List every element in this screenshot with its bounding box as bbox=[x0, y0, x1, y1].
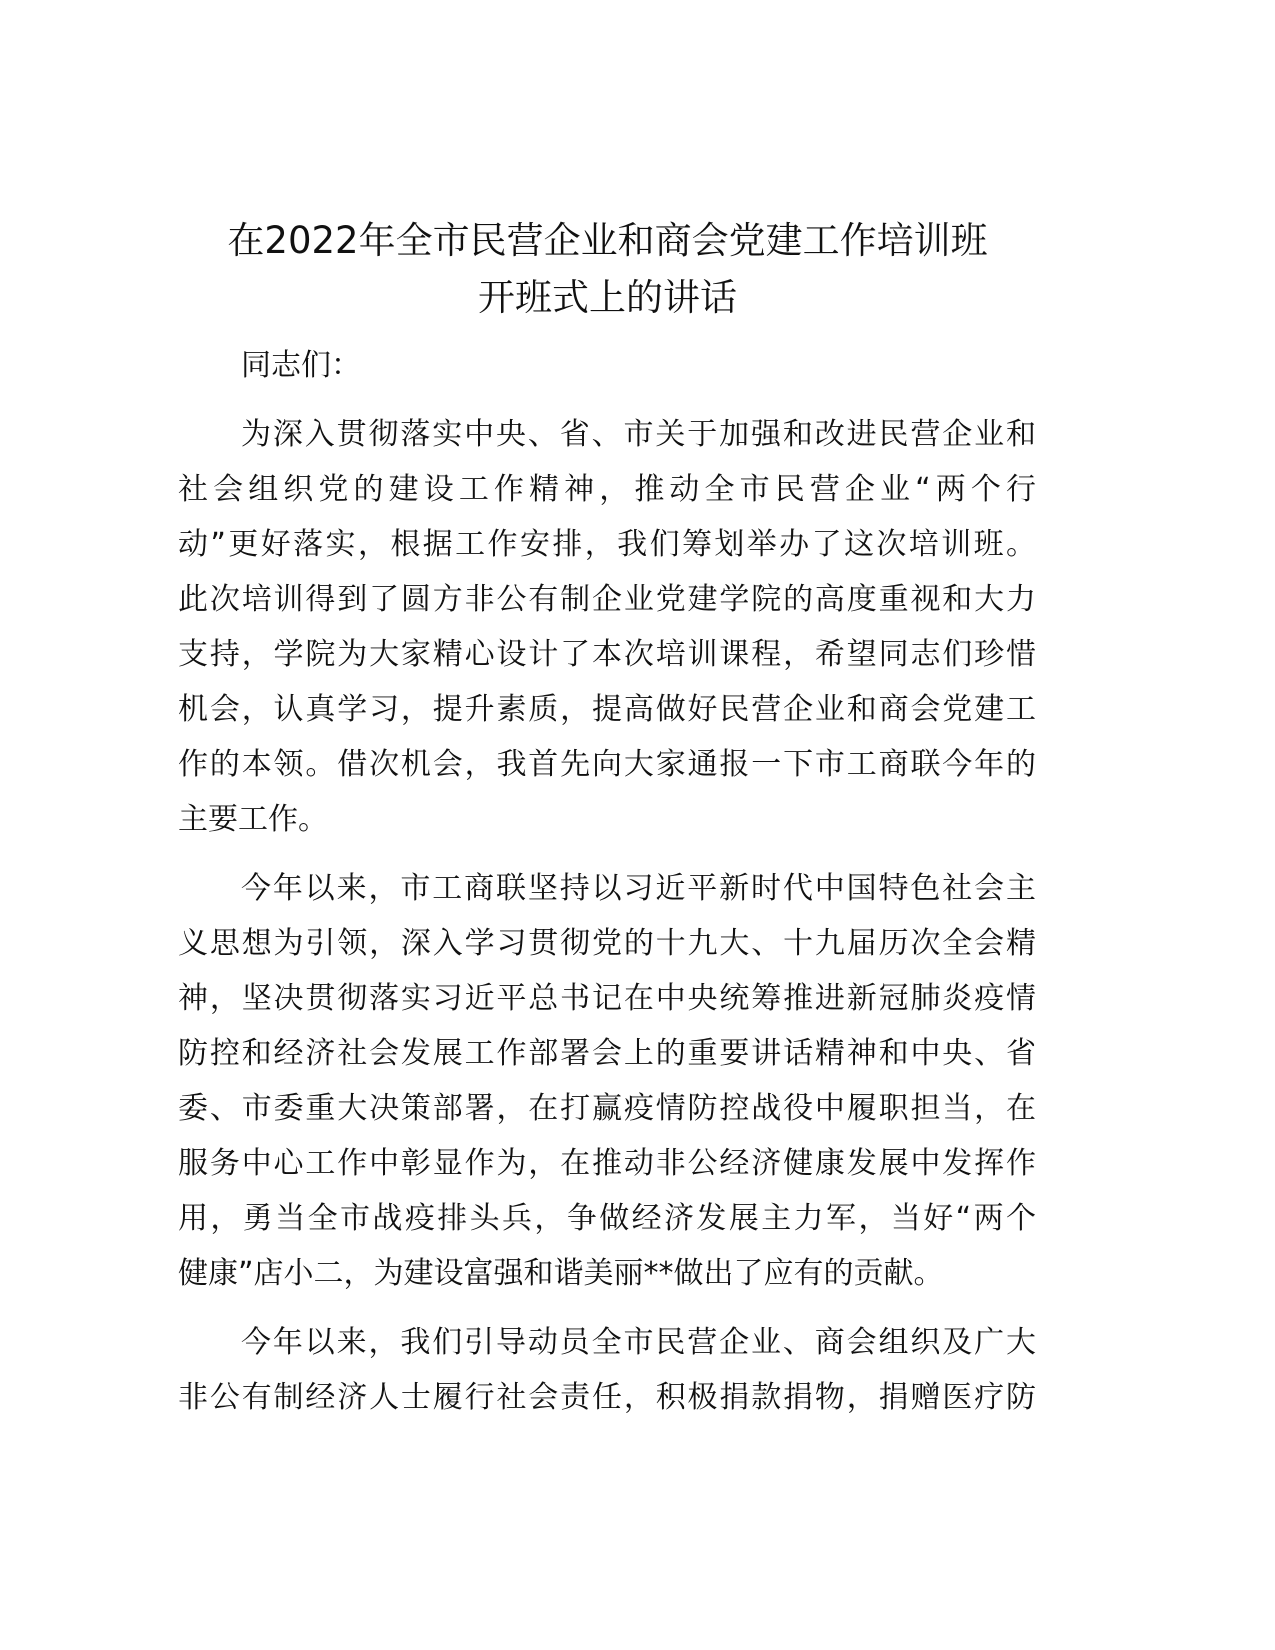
document-title bbox=[150, 212, 1065, 326]
text-line: 作的本领。借次机会，我首先向大家通报一下市工商联今年的 bbox=[178, 747, 1036, 782]
paragraph bbox=[178, 1315, 1036, 1425]
text-line: 防控和经济社会发展工作部署会上的重要讲话精神和中央、省 bbox=[178, 1036, 1036, 1071]
text-line: 今年以来，我们引导动员全市民营企业、商会组织及广大 bbox=[241, 1325, 1036, 1360]
paragraph bbox=[178, 338, 1036, 393]
text-line: 义思想为引领，深入学习贯彻党的十九大、十九届历次全会精 bbox=[178, 926, 1036, 961]
text-line: 社会组织党的建设工作精神，推动全市民营企业“两个行 bbox=[178, 472, 1036, 507]
text-line: 非公有制经济人士履行社会责任，积极捐款捐物，捐赠医疗防 bbox=[178, 1380, 1036, 1415]
document-body bbox=[178, 338, 1036, 1439]
text-line: 用，勇当全市战疫排头兵，争做经济发展主力军，当好“两个 bbox=[178, 1201, 1036, 1236]
text-line: 动”更好落实，根据工作安排，我们筹划举办了这次培训班。 bbox=[178, 527, 1036, 562]
text-line: 机会，认真学习，提升素质，提高做好民营企业和商会党建工 bbox=[178, 692, 1036, 727]
text-line: 此次培训得到了圆方非公有制企业党建学院的高度重视和大力 bbox=[178, 582, 1036, 617]
text-line: 主要工作。 bbox=[178, 802, 328, 837]
text-line: 服务中心工作中彰显作为，在推动非公经济健康发展中发挥作 bbox=[178, 1146, 1036, 1181]
text-line: 健康”店小二，为建设富强和谐美丽**做出了应有的贡献。 bbox=[178, 1256, 944, 1291]
paragraph bbox=[178, 861, 1036, 1301]
text-line: 同志们： bbox=[241, 348, 361, 383]
title-line: 在2022年全市民营企业和商会党建工作培训班 bbox=[227, 219, 988, 262]
text-line: 为深入贯彻落实中央、省、市关于加强和改进民营企业和 bbox=[241, 417, 1036, 452]
title-line: 开班式上的讲话 bbox=[478, 276, 737, 319]
text-line: 神，坚决贯彻落实习近平总书记在中央统筹推进新冠肺炎疫情 bbox=[178, 981, 1036, 1016]
text-line: 今年以来，市工商联坚持以习近平新时代中国特色社会主 bbox=[241, 871, 1036, 906]
text-line: 委、市委重大决策部署，在打赢疫情防控战役中履职担当，在 bbox=[178, 1091, 1036, 1126]
text-line: 支持，学院为大家精心设计了本次培训课程，希望同志们珍惜 bbox=[178, 637, 1036, 672]
paragraph bbox=[178, 407, 1036, 847]
